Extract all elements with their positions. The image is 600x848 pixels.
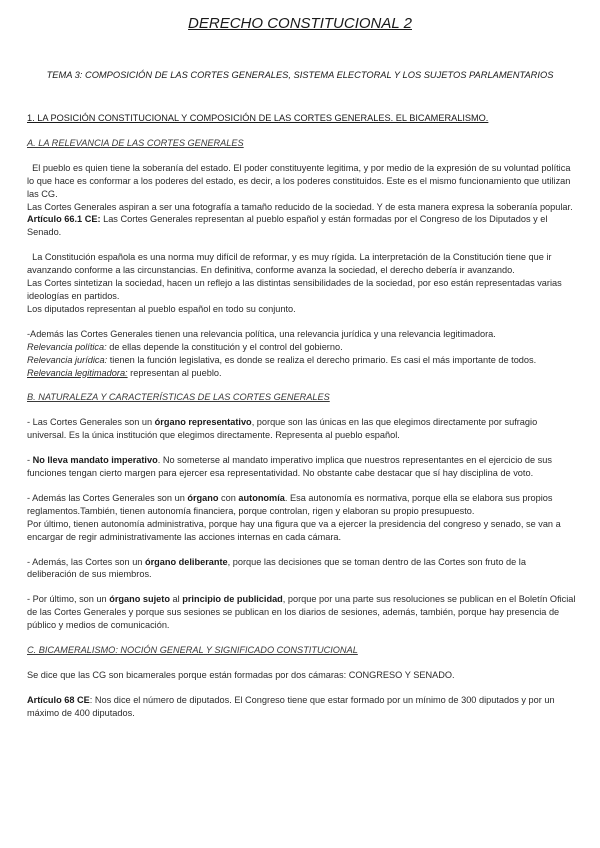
bold-organo-deliberante: órgano deliberante [144,556,228,567]
relevancia-politica-text: de ellas depende la constitución y el control del gobierno. [106,341,343,352]
article-68-text: : Nos dice el número de diputados. El Congreso tiene que estar formado por un mínimo de 300 diputados y por un máximo de 400 diputados. [27,694,555,718]
text-span: al [169,594,183,605]
subsection-heading-a: A. LA RELEVANCIA DE LAS CORTES GENERALES [27,137,244,148]
text-span: - Por último, son un [27,594,110,605]
paragraph-fotografia: Las Cortes Generales aspiran a ser una fotografía a tamaño reducido de la sociedad. Y de esta manera expresa la soberanía popular. [27,201,573,212]
text-span: - Además, las Cortes son un [27,556,145,567]
bold-organo-representativo: órgano representativo [154,417,252,428]
text-span: - Las Cortes Generales son un [27,417,155,428]
subsection-heading-b: B. NATURALEZA Y CARACTERÍSTICAS DE LAS CORTES GENERALES [27,392,330,403]
article-66-label: Artículo 66.1 CE: [27,214,104,225]
paragraph-diputados: Los diputados representan al pueblo español en todo su conjunto. [27,303,296,314]
paragraph-articulo-66 [27,213,577,239]
relevancia-legitimadora [27,367,577,380]
paragraph-organo-deliberante [27,556,577,582]
paragraph-mandato-imperativo [27,454,577,480]
bold-principio-publicidad: principio de publicidad [182,594,283,605]
paragraph-relevancias: -Además las Cortes Generales tienen una relevancia política, una relevancia jurídica y una relevancia legitimadora. [27,328,496,339]
paragraph-organo-representativo [27,416,577,442]
paragraph-constitucion: La Constitución española es una norma muy difícil de reformar, y es muy rígida. La interpretación de la Constitución tiene que ir avanzando conforme a las circunstancias. En definitiva, conforme avanza la sociedad, el derecho debería ir avanzando. [27,252,555,276]
paragraph-autonomia [27,492,577,518]
relevancia-politica [27,341,577,354]
text-span: , porque por una parte sus resoluciones se publican en el Boletín Oficial de las Cortes Generales y porque sus sesiones se publican en los diarios de sesiones, además, también, porque hay presencia de público y medios de comunicación. [27,594,576,631]
relevancia-juridica [27,354,577,367]
article-68-label: Artículo 68 CE [27,694,90,705]
text-span: con [218,492,239,503]
paragraph-autonomia-administrativa: Por último, tienen autonomía administrativa, porque hay una figura que va a ejercer la presidencia del congreso y senado, se van a encargar de regir administrativamente las acciones internas en cada cámara. [27,518,561,542]
bold-organo-sujeto: órgano sujeto [109,594,170,605]
paragraph-articulo-68 [27,694,577,720]
topic-subtitle: TEMA 3: COMPOSICIÓN DE LAS CORTES GENERALES, SISTEMA ELECTORAL Y LOS SUJETOS PARLAMENTARIOS [46,70,554,80]
section-heading-1: 1. LA POSICIÓN CONSTITUCIONAL Y COMPOSICIÓN DE LAS CORTES GENERALES. EL BICAMERALISMO. [27,113,489,123]
document-title: DERECHO CONSTITUCIONAL 2 [188,15,412,32]
relevancia-legitimadora-text: representan al pueblo. [127,367,222,378]
bold-organo: órgano [187,492,219,503]
document-body [27,112,577,732]
relevancia-juridica-label: Relevancia jurídica: [27,354,108,365]
paragraph-soberania: El pueblo es quien tiene la soberanía del estado. El poder constituyente legitima, y por medio de la expresión de su voluntad política lo que hace es conformar a los poderes del estado, es decir, a los poderes constituidos. Este es el mismo funcionamiento que utilizan las CG. [27,162,573,199]
paragraph-bicamerales: Se dice que las CG son bicamerales porque están formadas por dos cámaras: CONGRESO Y SENADO. [27,670,455,680]
bold-mandato-imperativo: No lleva mandato imperativo [32,455,158,466]
relevancia-legitimadora-label: Relevancia legitimadora: [27,367,128,378]
text-span: - [27,455,33,466]
relevancia-juridica-text: tienen la función legislativa, es donde se realiza el derecho primario. Es casi el más importante de todos. [107,354,537,365]
subsection-heading-c: C. BICAMERALISMO: NOCIÓN GENERAL Y SIGNIFICADO CONSTITUCIONAL [27,645,358,656]
text-span: - Además las Cortes Generales son un [27,492,188,503]
text-span: , porque son las únicas en las que elegimos directamente por sufragio universal. Es la única institución que elegimos directamente. Representa al pueblo español. [27,417,538,441]
paragraph-publicidad [27,593,577,632]
article-66-text: Las Cortes Generales representan al pueblo español y están formadas por el Congreso de los Diputados y el Senado. [27,214,548,238]
text-span: , porque las decisiones que se toman dentro de las Cortes son fruto de la deliberación de sus miembros. [27,556,526,580]
text-span: . No someterse al mandato imperativo implica que nuestros representantes en el ejercicio de sus funciones tengan cierto margen para ejercer esa representatividad. No obstante cabe destacar que sí hay disciplina de voto. [27,455,552,479]
text-span: . Esa autonomía es normativa, porque ella se elabora sus propios reglamentos.También, tienen autonomía financiera, porque controlan, rigen y elaboran su propio presupuesto. [27,492,553,516]
paragraph-sintetizan: Las Cortes sintetizan la sociedad, hacen un reflejo a las distintas sensibilidades de la sociedad, por eso están representadas varias ideologías en partidos. [27,278,562,301]
bold-autonomia: autonomía [238,492,285,503]
relevancia-politica-label: Relevancia política: [27,341,107,352]
